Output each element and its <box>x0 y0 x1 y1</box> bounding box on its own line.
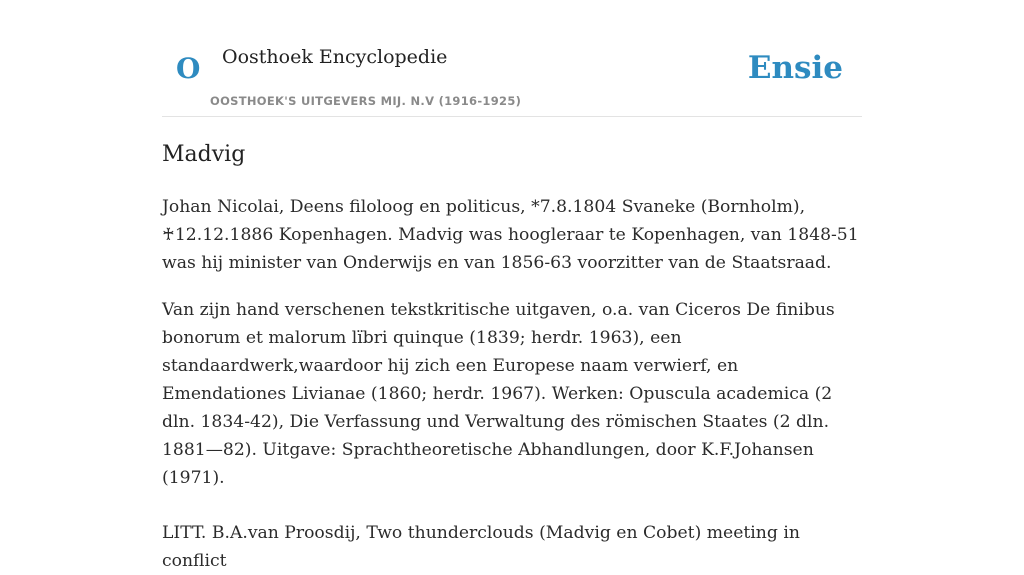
publisher-subtitle: OOSTHOEK'S UITGEVERS MIJ. N.V (1916-1925) <box>210 94 522 108</box>
source-title-link[interactable]: Oosthoek Encyclopedie <box>222 46 448 68</box>
entry-content <box>162 140 862 575</box>
entry-literature: LITT. B.A.van Proosdij, Two thunderclouds (Madvig en Cobet) meeting in conflict <box>162 523 800 571</box>
site-header <box>162 0 862 117</box>
source-logo[interactable]: O <box>176 52 201 85</box>
entry-paragraph-1: Johan Nicolai, Deens filoloog en politicus, *7.8.1804 Svaneke (Bornholm), ♰12.12.1886 Kopenhagen. Madvig was hoogleraar te Kopenhagen, van 1848-51 was hij minister van Onderwijs en van 1856-63 voorzitter van de Staatsraad. <box>162 197 859 273</box>
entry-paragraph-2: Van zijn hand verschenen tekstkritische uitgaven, o.a. van Ciceros De finibus bonorum et malorum lïbri quinque (1839; herdr. 1963), een standaardwerk,waardoor hij zich een Europese naam verwierf, en Emendationes Livianae (1860; herdr. 1967). Werken: Opuscula academica (2 dln. 1834-42), Die Verfassung und Verwaltung des römischen Staates (2 dln. 1881—82). Uitgave: Sprachtheoretische Abhandlungen, door K.F.Johansen (1971). <box>162 300 835 488</box>
ensie-logo[interactable]: Ensie <box>747 50 843 86</box>
entry-title: Madvig <box>162 142 246 167</box>
